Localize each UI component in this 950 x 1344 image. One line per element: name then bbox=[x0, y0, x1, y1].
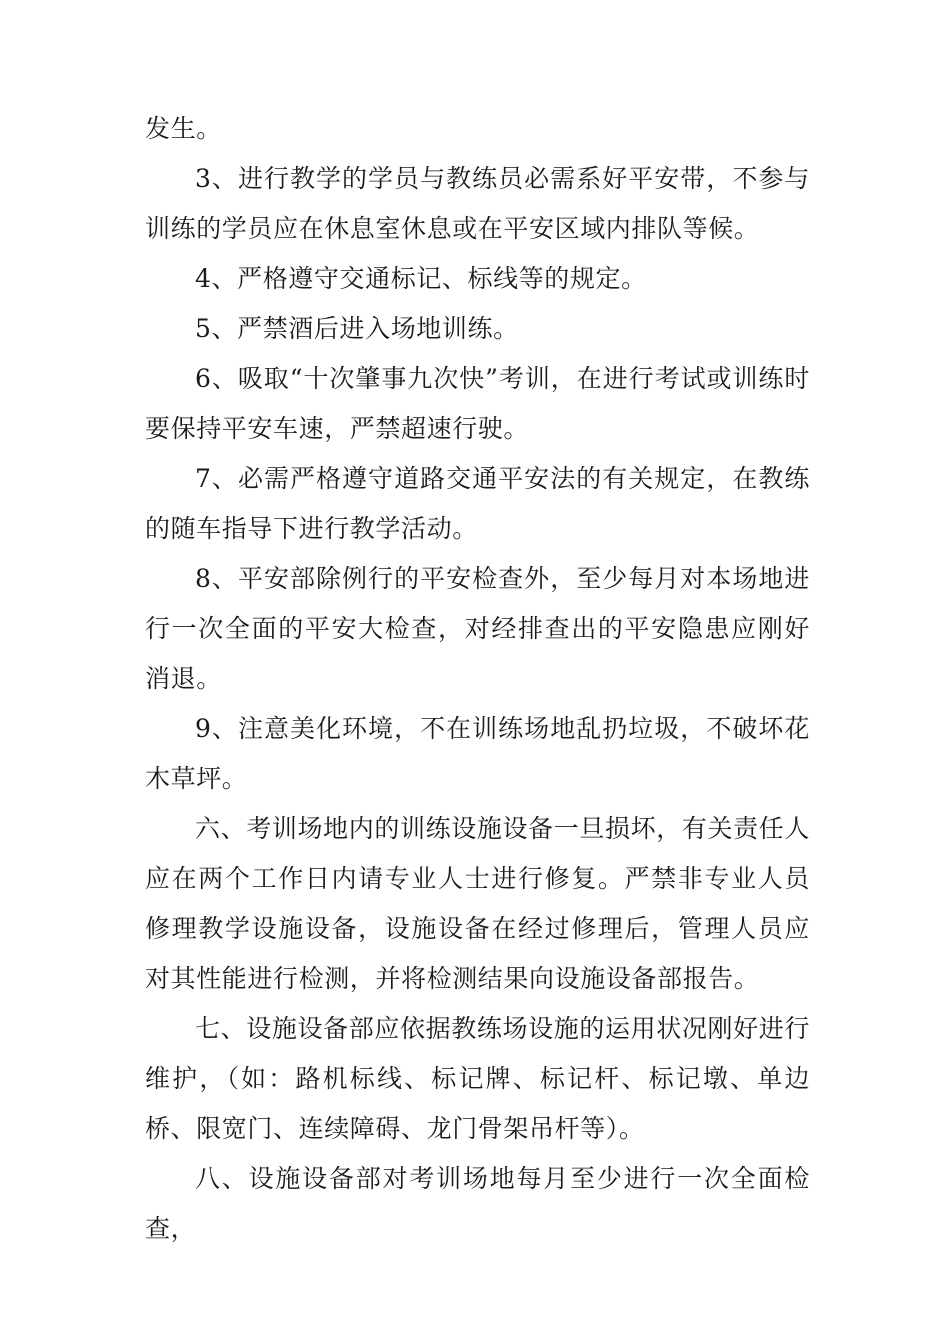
paragraph-item-9: 9、注意美化环境，不在训练场地乱扔垃圾，不破坏花木草坪。 bbox=[145, 714, 810, 793]
paragraph-item-7: 7、必需严格遵守道路交通平安法的有关规定，在教练的随车指导下进行教学活动。 bbox=[145, 464, 810, 543]
paragraph-item-8: 8、平安部除例行的平安检查外，至少每月对本场地进行一次全面的平安大检查，对经排查出的平安隐患应刚好消退。 bbox=[145, 564, 810, 693]
paragraph-item-6: 6、吸取“十次肇事九次快”考训，在进行考试或训练时要保持平安车速，严禁超速行驶。 bbox=[145, 364, 810, 443]
document-body bbox=[145, 104, 810, 1254]
paragraph-continuation: 发生。 bbox=[145, 114, 222, 143]
paragraph-item-5: 5、严禁酒后进入场地训练。 bbox=[195, 314, 519, 343]
paragraph-section-6: 六、考训场地内的训练设施设备一旦损坏，有关责任人应在两个工作日内请专业人士进行修复。严禁非专业人员修理教学设施设备，设施设备在经过修理后，管理人员应对其性能进行检测，并将检测结果向设施设备部报告。 bbox=[145, 814, 810, 993]
paragraph-section-8: 八、设施设备部对考训场地每月至少进行一次全面检查， bbox=[145, 1164, 810, 1243]
paragraph-section-7: 七、设施设备部应依据教练场设施的运用状况刚好进行维护，（如：路机标线、标记牌、标记杆、标记墩、单边桥、限宽门、连续障碍、龙门骨架吊杆等）。 bbox=[145, 1014, 810, 1143]
paragraph-item-3: 3、进行教学的学员与教练员必需系好平安带，不参与训练的学员应在休息室休息或在平安区域内排队等候。 bbox=[145, 164, 810, 243]
paragraph-item-4: 4、严格遵守交通标记、标线等的规定。 bbox=[195, 264, 647, 293]
